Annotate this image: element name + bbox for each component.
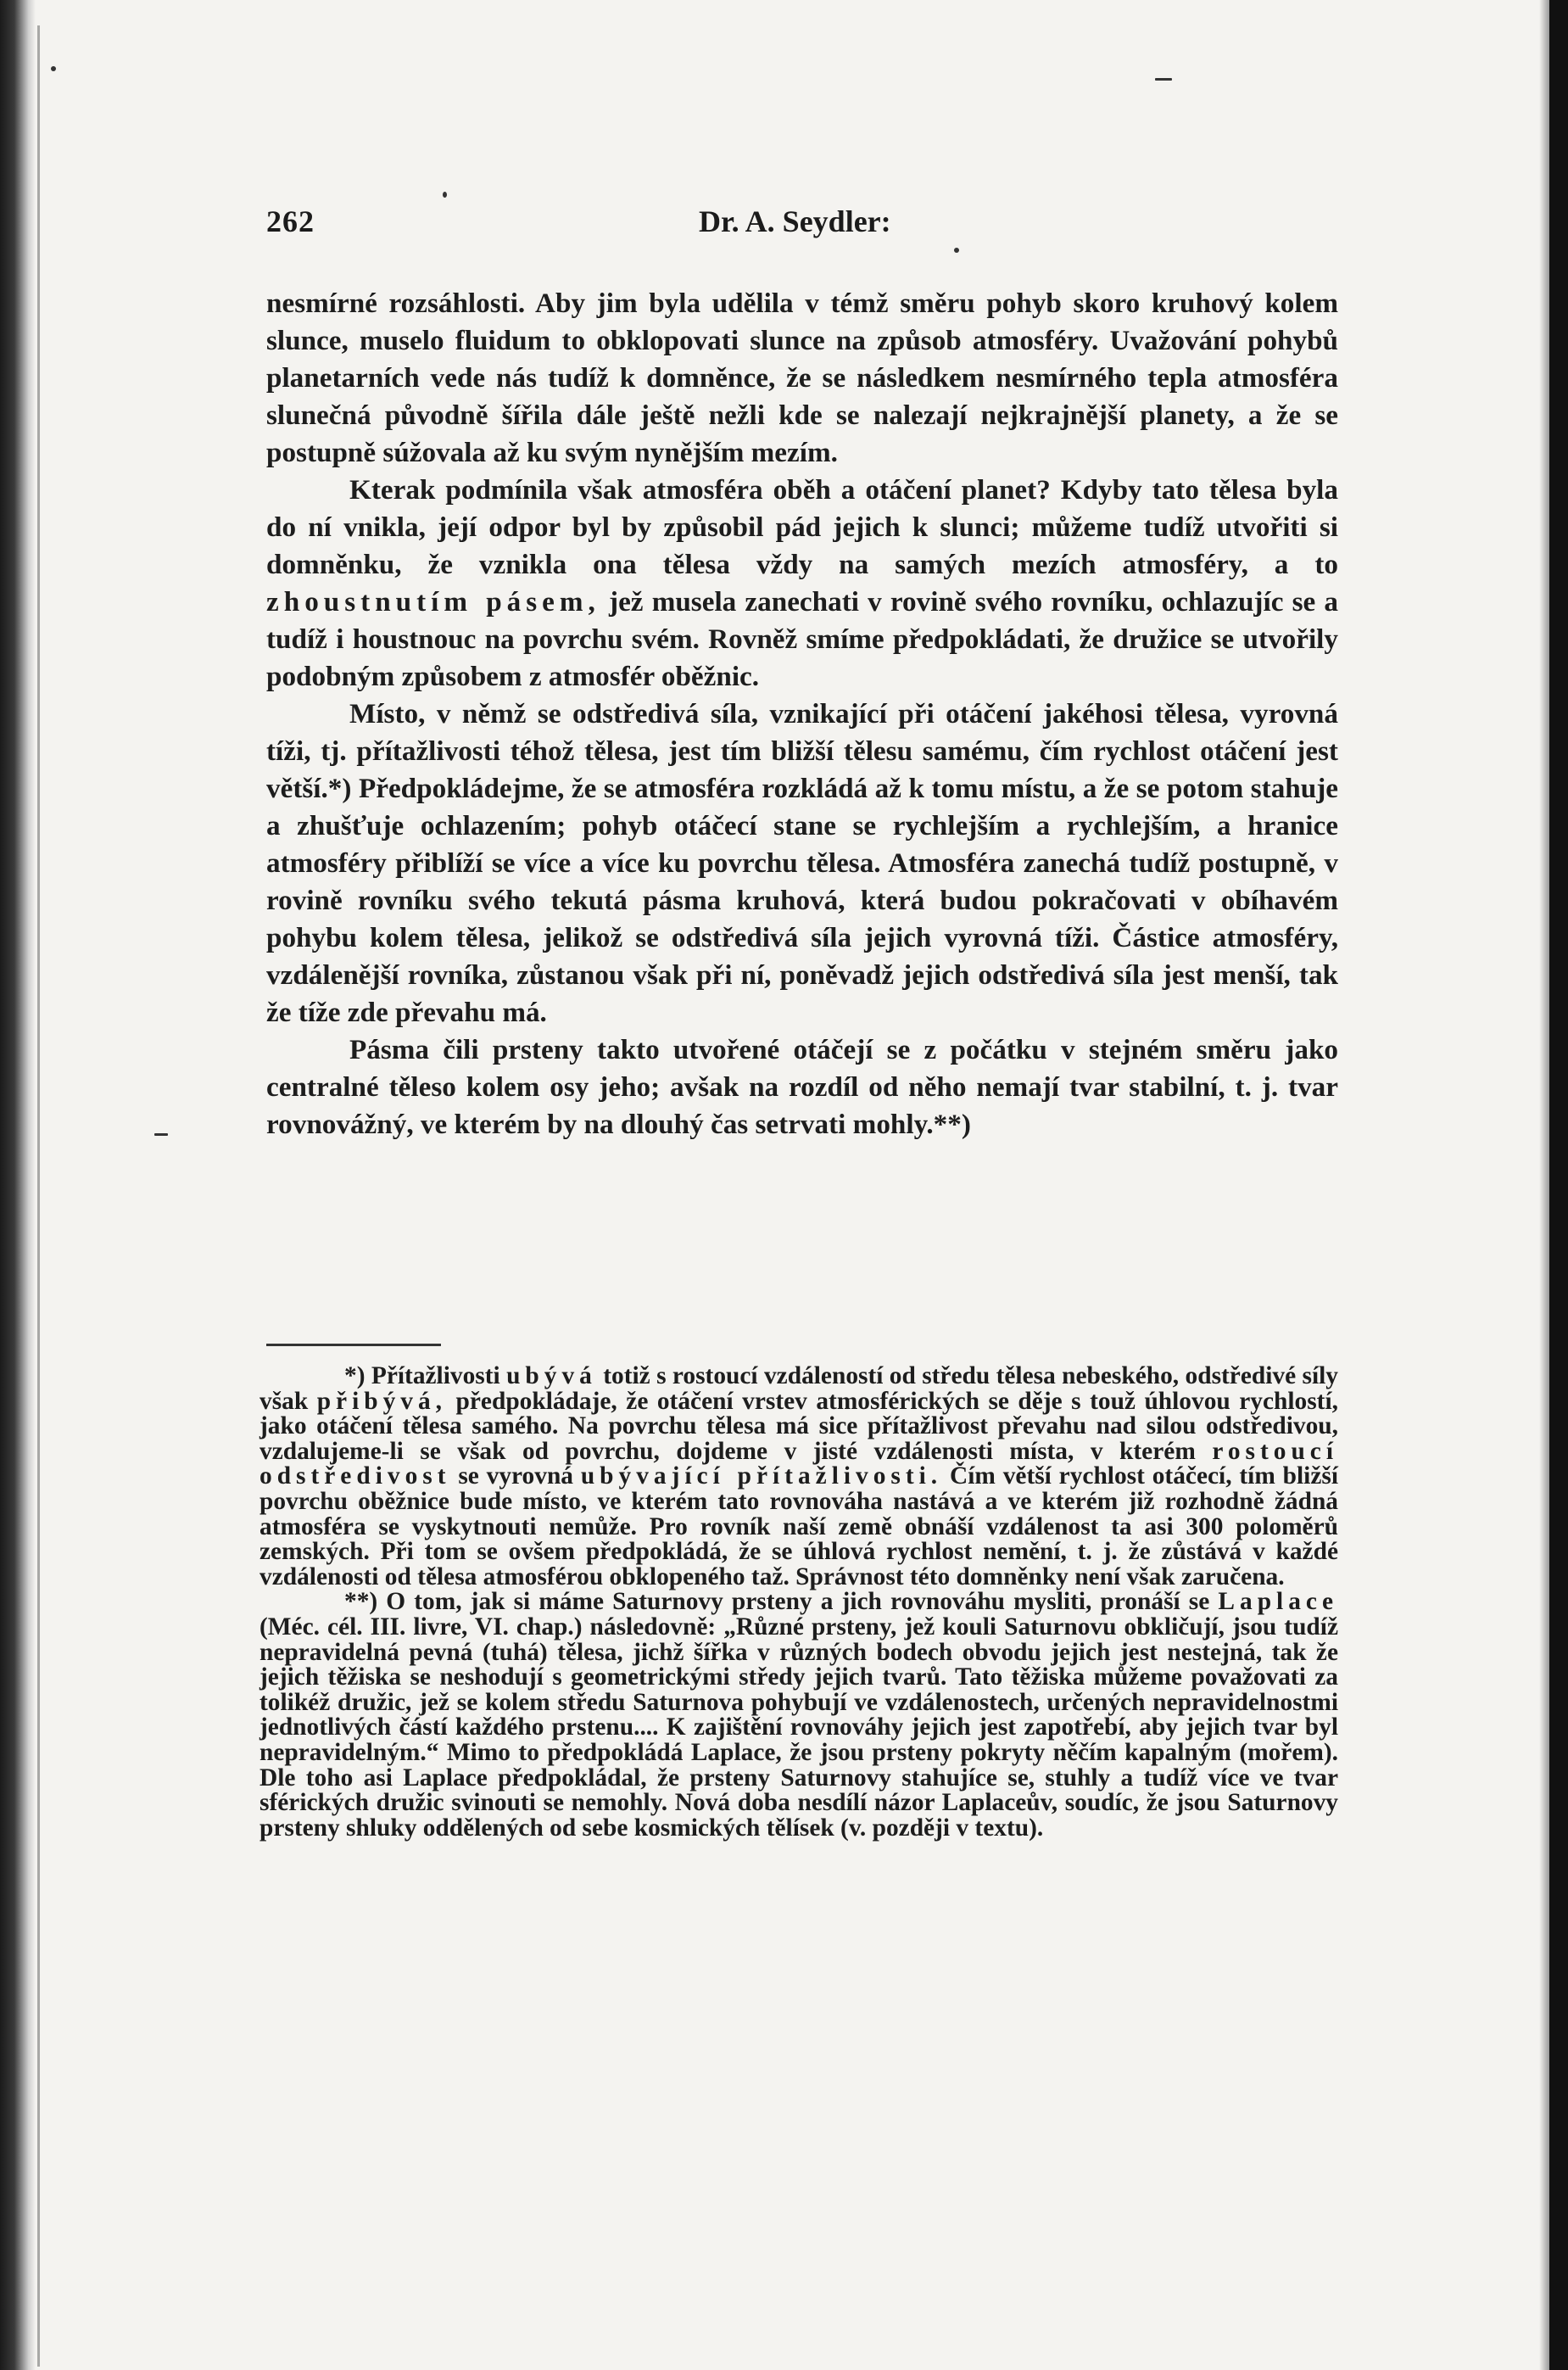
footnote-1-part-d: se vyrovná bbox=[458, 1462, 573, 1490]
main-text bbox=[266, 285, 1338, 1143]
footnote-1-part-a: *) Přítažlivosti bbox=[344, 1362, 500, 1389]
paragraph-2 bbox=[266, 472, 1338, 696]
paragraph-3: Místo, v němž se odstředivá síla, vznikající při otáčení jakéhosi tělesa, vyrovná tíži, tj. přítažlivosti téhož tělesa, jest tím bližší tělesu samému, čím rychlost otáčení jest větší.*) Předpokládejme, že se atmosféra rozkládá až k tomu místu, a že se potom stahuje a zhušťuje ochlazením; pohyb otáčecí stane se rychlejším a rychlejším, a hranice atmosféry přiblíží se více a více ku povrchu tělesa. Atmosféra zanechá tudíž postupně, v rovině rovníku svého tekutá pásma kruhová, která budou pokračovati v obíhavém pohybu kolem tělesa, jelikož se odstředivá síla jejich vyrovná tíži. Částice atmosféry, vzdálenější rovníka, zůstanou však při ní, poněvadž jejich odstředivá síla jest menší, tak že tíže zde převahu má. bbox=[266, 698, 1338, 1028]
right-page-shadow bbox=[1539, 0, 1549, 2370]
spaced-emphasis: ubývá bbox=[506, 1362, 597, 1389]
paragraph-4: Pásma čili prsteny takto utvořené otáčejí se z počátku v stejném směru jako centralné těleso kolem osy jeho; avšak na rozdíl od něho nemají tvar stabilní, t. j. tvar rovnovážný, ve kterém by na dlouhý čas setrvati mohly.**) bbox=[266, 1034, 1338, 1140]
page-number: 262 bbox=[266, 204, 315, 238]
running-header bbox=[266, 204, 1338, 246]
paragraph-1: nesmírné rozsáhlosti. Aby jim byla udělila v témž směru pohyb skoro kruhový kolem slunce, muselo fluidum to obklopovati slunce na způsob atmosféry. Uvažování pohybů planetarních vede nás tudíž k domněnce, že se následkem nesmírného tepla atmosféra slunečná původně šířila dále ještě nežli kde se nalezají nejkrajnější planety, a že se postupně súžovala až ku svým nynějším mezím. bbox=[266, 288, 1338, 468]
spaced-emphasis: přibývá, bbox=[316, 1387, 448, 1415]
footnotes bbox=[259, 1364, 1338, 1841]
footnote-1-part-b: totiž s rostoucí vzdáleností od středu tělesa nebeského, odstředivé síly však bbox=[259, 1362, 1338, 1415]
page-edge-line bbox=[37, 25, 40, 2367]
spaced-emphasis: ubývající přítažlivosti. bbox=[580, 1462, 943, 1490]
footnote-2-part-b: (Méc. cél. III. livre, VI. chap.) následovně: „Různé prsteny, jež kouli Saturnovu obkličují, jsou tudíž nepravidelná pevná (tuhá) tělesa, jichž šířka v různých bodech obvodu jejich jest nestejná, tak že jejich těžiska se neshodují s geometrickými středy jejich tvarů. Tato těžiska můžeme považovati za tolikéž družic, jež se kolem středu Saturnova pohybují ve vzdálenostech, určených nepravidelnostmi jednotlivých částí každého prstenu.... K zajištění rovnováhy jejich jest zapotřebí, aby jejich tvar byl nepravidelným.“ Mimo to předpokládá Laplace, že jsou prsteny pokryty něčím kapalným (mořem). Dle toho asi Laplace předpokládal, že prsteny Saturnovy stahujíce se, stuhly a tudíž více ve tvar sférických družic svinouti se nemohly. Nová doba nesdílí názor Laplaceův, soudíc, že jsou Saturnovy prsteny shluky oddělených od sebe kosmických tělísek (v. později v textu). bbox=[259, 1613, 1338, 1842]
footnote-2 bbox=[259, 1590, 1338, 1841]
spaced-emphasis: zhoustnutím pásem, bbox=[266, 586, 600, 618]
running-title: Dr. A. Seydler: bbox=[699, 204, 891, 238]
scan-border-right bbox=[1549, 0, 1568, 2370]
footnote-1-part-c: předpokládaje, že otáčení vrstev atmosférických se děje s touž úhlovou rychlostí, jako otáčení tělesa samého. Na povrchu tělesa má sice přítažlivost převahu nad silou odstředivou, vzdalujeme-li se však od povrchu, dojdeme v jisté vzdálenosti místa, v kterém bbox=[259, 1387, 1338, 1465]
spaced-emphasis: rostoucí odstředivost bbox=[259, 1437, 1338, 1490]
book-gutter-shadow bbox=[0, 0, 36, 2370]
footnote-separator bbox=[266, 1344, 441, 1346]
scan-speck bbox=[443, 192, 447, 198]
scan-speck bbox=[954, 248, 959, 253]
paragraph-2-part-a: Kterak podmínila však atmosféra oběh a otáčení planet? Kdyby tato tělesa byla do ní vnikla, její odpor byl by způsobil pád jejich k slunci; můžeme tudíž utvořiti si domněnku, že vznikla ona tělesa vždy na samých mezích atmosféry, a to bbox=[266, 474, 1338, 580]
footnote-1 bbox=[259, 1364, 1338, 1590]
paragraph-2-part-b: jež musela zanechati v rovině svého rovníku, ochlazujíc se a tudíž i houstnouc na povrchu svém. Rovněž smíme předpokládati, že družice se utvořily podobným způsobem z atmosfér oběžnic. bbox=[266, 586, 1338, 692]
footnote-2-part-a: **) O tom, jak si máme Saturnovy prsteny a jich rovnováhu mysliti, pronáší se bbox=[344, 1588, 1210, 1616]
scan-speck bbox=[51, 66, 56, 71]
spaced-emphasis: Laplace bbox=[1218, 1588, 1339, 1616]
scan-speck bbox=[154, 1133, 168, 1136]
footnote-1-part-e: Čím větší rychlost otáčecí, tím bližší povrchu oběžnice bude místo, ve kterém tato rovnováha nastává a ve kterém již rozhodně žádná atmosféra se vyskytnouti nemůže. Pro rovník naší země obnáší vzdálenost ta asi 300 poloměrů zemských. Při tom se ovšem předpokládá, že se úhlová rychlost nemění, t. j. že zůstává v každé vzdálenosti od tělesa atmosférou obklopeného taž. Správnost této domněnky není však zaručena. bbox=[259, 1462, 1338, 1590]
scan-speck bbox=[1155, 78, 1172, 81]
